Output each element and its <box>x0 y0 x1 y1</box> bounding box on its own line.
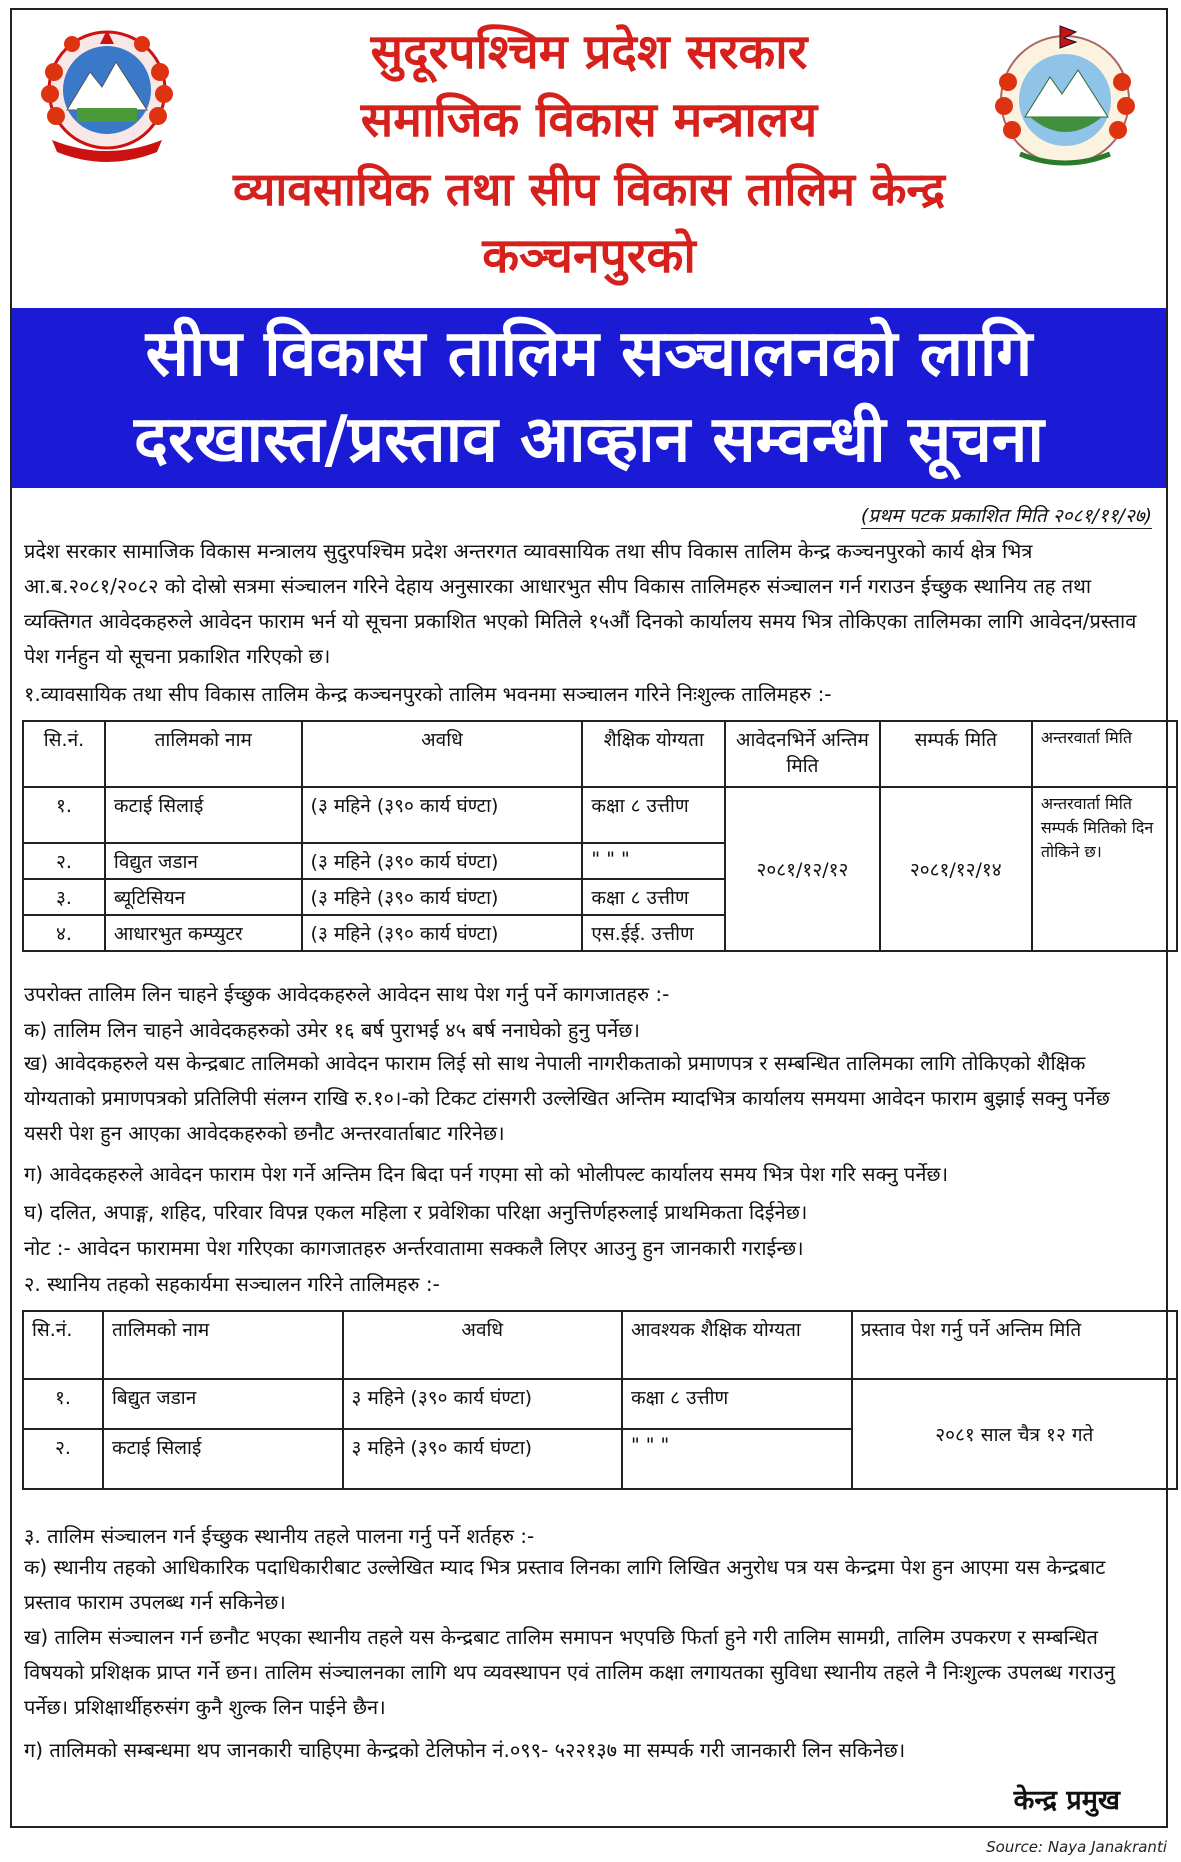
row-qualification: एस.ईई. उत्तीण <box>582 915 725 951</box>
requirement-gha: घ) दलित, अपाङ्ग, शहिद, परिवार विपन्न एकल महिला र प्रवेशिका परिक्षा अनुत्तिर्णहरुलाई प्राथमिकता दिईनेछ। <box>24 1200 808 1224</box>
table-header-row <box>23 721 1177 787</box>
row-name: ब्यूटिसियन <box>105 879 302 915</box>
nepal-emblem-icon <box>32 22 182 172</box>
notice-frame <box>10 8 1168 1828</box>
row-sn: २. <box>23 1429 103 1489</box>
row-qualification: " " " <box>582 843 725 879</box>
col-contact: सम्पर्क मिति <box>880 721 1032 787</box>
col-interview: अन्तरवार्ता मिति <box>1032 721 1177 787</box>
deadline-date: २०८१/१२/१२ <box>725 787 879 951</box>
col-proposal-deadline: प्रस्ताव पेश गर्नु पर्ने अन्तिम मिति <box>852 1311 1177 1379</box>
row-name: विद्युत जडान <box>105 843 302 879</box>
col-name: तालिमको नाम <box>103 1311 343 1379</box>
row-qualification: " " " <box>622 1429 852 1489</box>
proposal-deadline: २०८१ साल चैत्र १२ गते <box>852 1379 1177 1489</box>
row-duration: ३ महिने (३९० कार्य घंण्टा) <box>343 1379 622 1429</box>
government-title: सुदूरपश्चिम प्रदेश सरकार <box>370 24 808 80</box>
row-qualification: कक्षा ८ उत्तीण <box>582 787 725 843</box>
signature: केन्द्र प्रमुख <box>1013 1785 1120 1816</box>
intro-paragraph: प्रदेश सरकार सामाजिक विकास मन्त्रालय सुदुरपश्चिम प्रदेश अन्तरगत व्यावसायिक तथा सीप विकास तालिम केन्द्र कञ्चनपुरको कार्य क्षेत्र भित्र आ.ब.२०८१/२०८२ को दोस्रो सत्रमा संञ्चालन गरिने देहाय अनुसारका आधारभुत सीप विकास तालिमहरु संञ्चालन गर्न गराउन ईच्छुक स्थानिय तह तथा व्यक्तिगत आवेदकहरुले आवेदन फाराम भर्न यो सूचना प्रकाशित भएको मितिले १५औं दिनको कार्यालय समय भित्र तोकिएका तालिमका लागि आवेदन/प्रस्ताव पेश गर्नहुन यो सूचना प्रकाशित गरिएको छ। <box>24 539 1137 668</box>
row-name: कटाई सिलाई <box>105 787 302 843</box>
requirement-ka: क) तालिम लिन चाहने आवेदकहरुको उमेर १६ बर्ष पुराभई ४५ बर्ष ननाघेको हुनु पर्नेछ। <box>24 1018 640 1042</box>
row-qualification: कक्षा ८ उत्तीण <box>582 879 725 915</box>
condition-kha: ख) तालिम संञ्चालन गर्न छनौट भएका स्थानीय तहले यस केन्द्रबाट तालिम समापन भएपछि फिर्ता हुने गरी तालिम सामग्री, तालिम उपकरण र सम्बन्धित विषयको प्रशिक्षक प्राप्त गर्ने छन। तालिम संञ्चालनका लागि थप व्यवस्थापन एवं तालिम कक्षा लगायतका सुविधा स्थानीय तहले नै निःशुल्क उपलब्ध गराउनु पर्नेछ। प्रशिक्षार्थीहरुसंग कुनै शुल्क लिन पाईने छैन। <box>24 1625 1116 1719</box>
row-name: आधारभुत कम्प्युटर <box>105 915 302 951</box>
condition-ka: क) स्थानीय तहको आधिकारिक पदाधिकारीबाट उल्लेखित म्याद भित्र प्रस्ताव लिनका लागि लिखित अनुरोध पत्र यस केन्द्रमा पेश हुन आएमा यस केन्द्रबाट प्रस्ताव फाराम उपलब्ध गर्न सकिनेछ। <box>24 1555 1106 1614</box>
requirements-note: नोट :- आवेदन फाराममा पेश गरिएका कागजातहरु अर्न्तरवातामा सक्कलै लिएर आउनु हुन जानकारी गराईन्छ। <box>24 1236 804 1260</box>
notice-banner <box>12 308 1166 488</box>
interview-note: अन्तरवार्ता मिति सम्पर्क मितिको दिन तोकिने छ। <box>1032 787 1177 951</box>
section2-table <box>22 1310 1178 1490</box>
row-sn: १. <box>23 787 105 843</box>
contact-date: २०८१/१२/१४ <box>880 787 1032 951</box>
banner-line-1: सीप विकास तालिम सञ्चालनको लागि <box>145 317 1033 391</box>
source-credit: Source: Naya Janakranti <box>986 1838 1167 1856</box>
row-duration: (३ महिने (३९० कार्य घंण्टा) <box>302 879 583 915</box>
banner-line-2: दरखास्त/प्रस्ताव आव्हान सम्वन्धी सूचना <box>134 403 1044 477</box>
table-header-row <box>23 1311 1177 1379</box>
section1-heading: १.व्यावसायिक तथा सीप विकास तालिम केन्द्र कञ्चनपुरको तालिम भवनमा सञ्चालन गरिने निःशुल्क तालिमहरु :- <box>24 682 832 706</box>
col-sn: सि.नं. <box>23 1311 103 1379</box>
col-qualification: आवश्यक शैक्षिक योग्यता <box>622 1311 852 1379</box>
row-duration: ३ महिने (३९० कार्य घंण्टा) <box>343 1429 622 1489</box>
condition-ga: ग) तालिमको सम्बन्धमा थप जानकारी चाहिएमा केन्द्रको टेलिफोन नं.०९९- ५२२१३७ मा सम्पर्क गरी जानकारी लिन सकिनेछ। <box>24 1738 906 1762</box>
row-sn: ४. <box>23 915 105 951</box>
col-deadline: आवेदनभिर्ने अन्तिम मिति <box>725 721 879 787</box>
row-duration: (३ महिने (३९० कार्य घंण्टा) <box>302 787 583 843</box>
center-title: व्यावसायिक तथा सीप विकास तालिम केन्द्र <box>232 162 946 216</box>
row-sn: ३. <box>23 879 105 915</box>
col-qualification: शैक्षिक योग्यता <box>582 721 725 787</box>
col-duration: अवधि <box>302 721 583 787</box>
published-date: (प्रथम पटक प्रकाशित मिति २०८१/११/२७) <box>861 502 1152 529</box>
table-row <box>23 1379 1177 1429</box>
row-duration: (३ महिने (३९० कार्य घंण्टा) <box>302 843 583 879</box>
ministry-title: समाजिक विकास मन्त्रालय <box>360 92 818 148</box>
col-duration: अवधि <box>343 1311 622 1379</box>
col-name: तालिमको नाम <box>105 721 302 787</box>
requirement-kha: ख) आवेदकहरुले यस केन्द्रबाट तालिमको आवेदन फाराम लिई सो साथ नेपाली नागरीकताको प्रमाणपत्र र सम्बन्धित तालिमका लागि तोकिएको शैक्षिक योग्यताको प्रमाणपत्रको प्रतिलिपी संलग्न राखि रु.१०।-को टिकट टांसगरी उल्लेखित अन्तिम म्यादभित्र कार्यालय समयमा आवेदन फाराम बुझाई सक्नु पर्नेछ यसरी पेश हुन आएका आवेदकहरुको छनौट अन्तरवार्ताबाट गरिनेछ। <box>24 1051 1110 1145</box>
row-name: कटाई सिलाई <box>103 1429 343 1489</box>
row-duration: (३ महिने (३९० कार्य घंण्टा) <box>302 915 583 951</box>
section3-heading: ३. तालिम संञ्चालन गर्न ईच्छुक स्थानीय तहले पालना गर्नु पर्ने शर्तहरु :- <box>24 1524 535 1548</box>
row-sn: २. <box>23 843 105 879</box>
col-sn: सि.नं. <box>23 721 105 787</box>
requirement-ga: ग) आवेदकहरुले आवेदन फाराम पेश गर्ने अन्तिम दिन बिदा पर्न गएमा सो को भोलीपल्ट कार्यालय समय भित्र पेश गरि सक्नु पर्नेछ। <box>24 1162 949 1186</box>
table-row <box>23 787 1177 843</box>
header <box>12 10 1166 300</box>
location-title: कञ्चनपुरको <box>482 228 696 284</box>
row-sn: १. <box>23 1379 103 1429</box>
row-name: बिद्युत जडान <box>103 1379 343 1429</box>
section1-table <box>22 720 1178 952</box>
requirements-heading: उपरोक्त तालिम लिन चाहने ईच्छुक आवेदकहरुले आवेदन साथ पेश गर्नु पर्ने कागजातहरु :- <box>24 982 670 1006</box>
row-qualification: कक्षा ८ उत्तीण <box>622 1379 852 1429</box>
section2-heading: २. स्थानिय तहको सहकार्यमा सञ्चालन गरिने तालिमहरु :- <box>24 1272 440 1296</box>
